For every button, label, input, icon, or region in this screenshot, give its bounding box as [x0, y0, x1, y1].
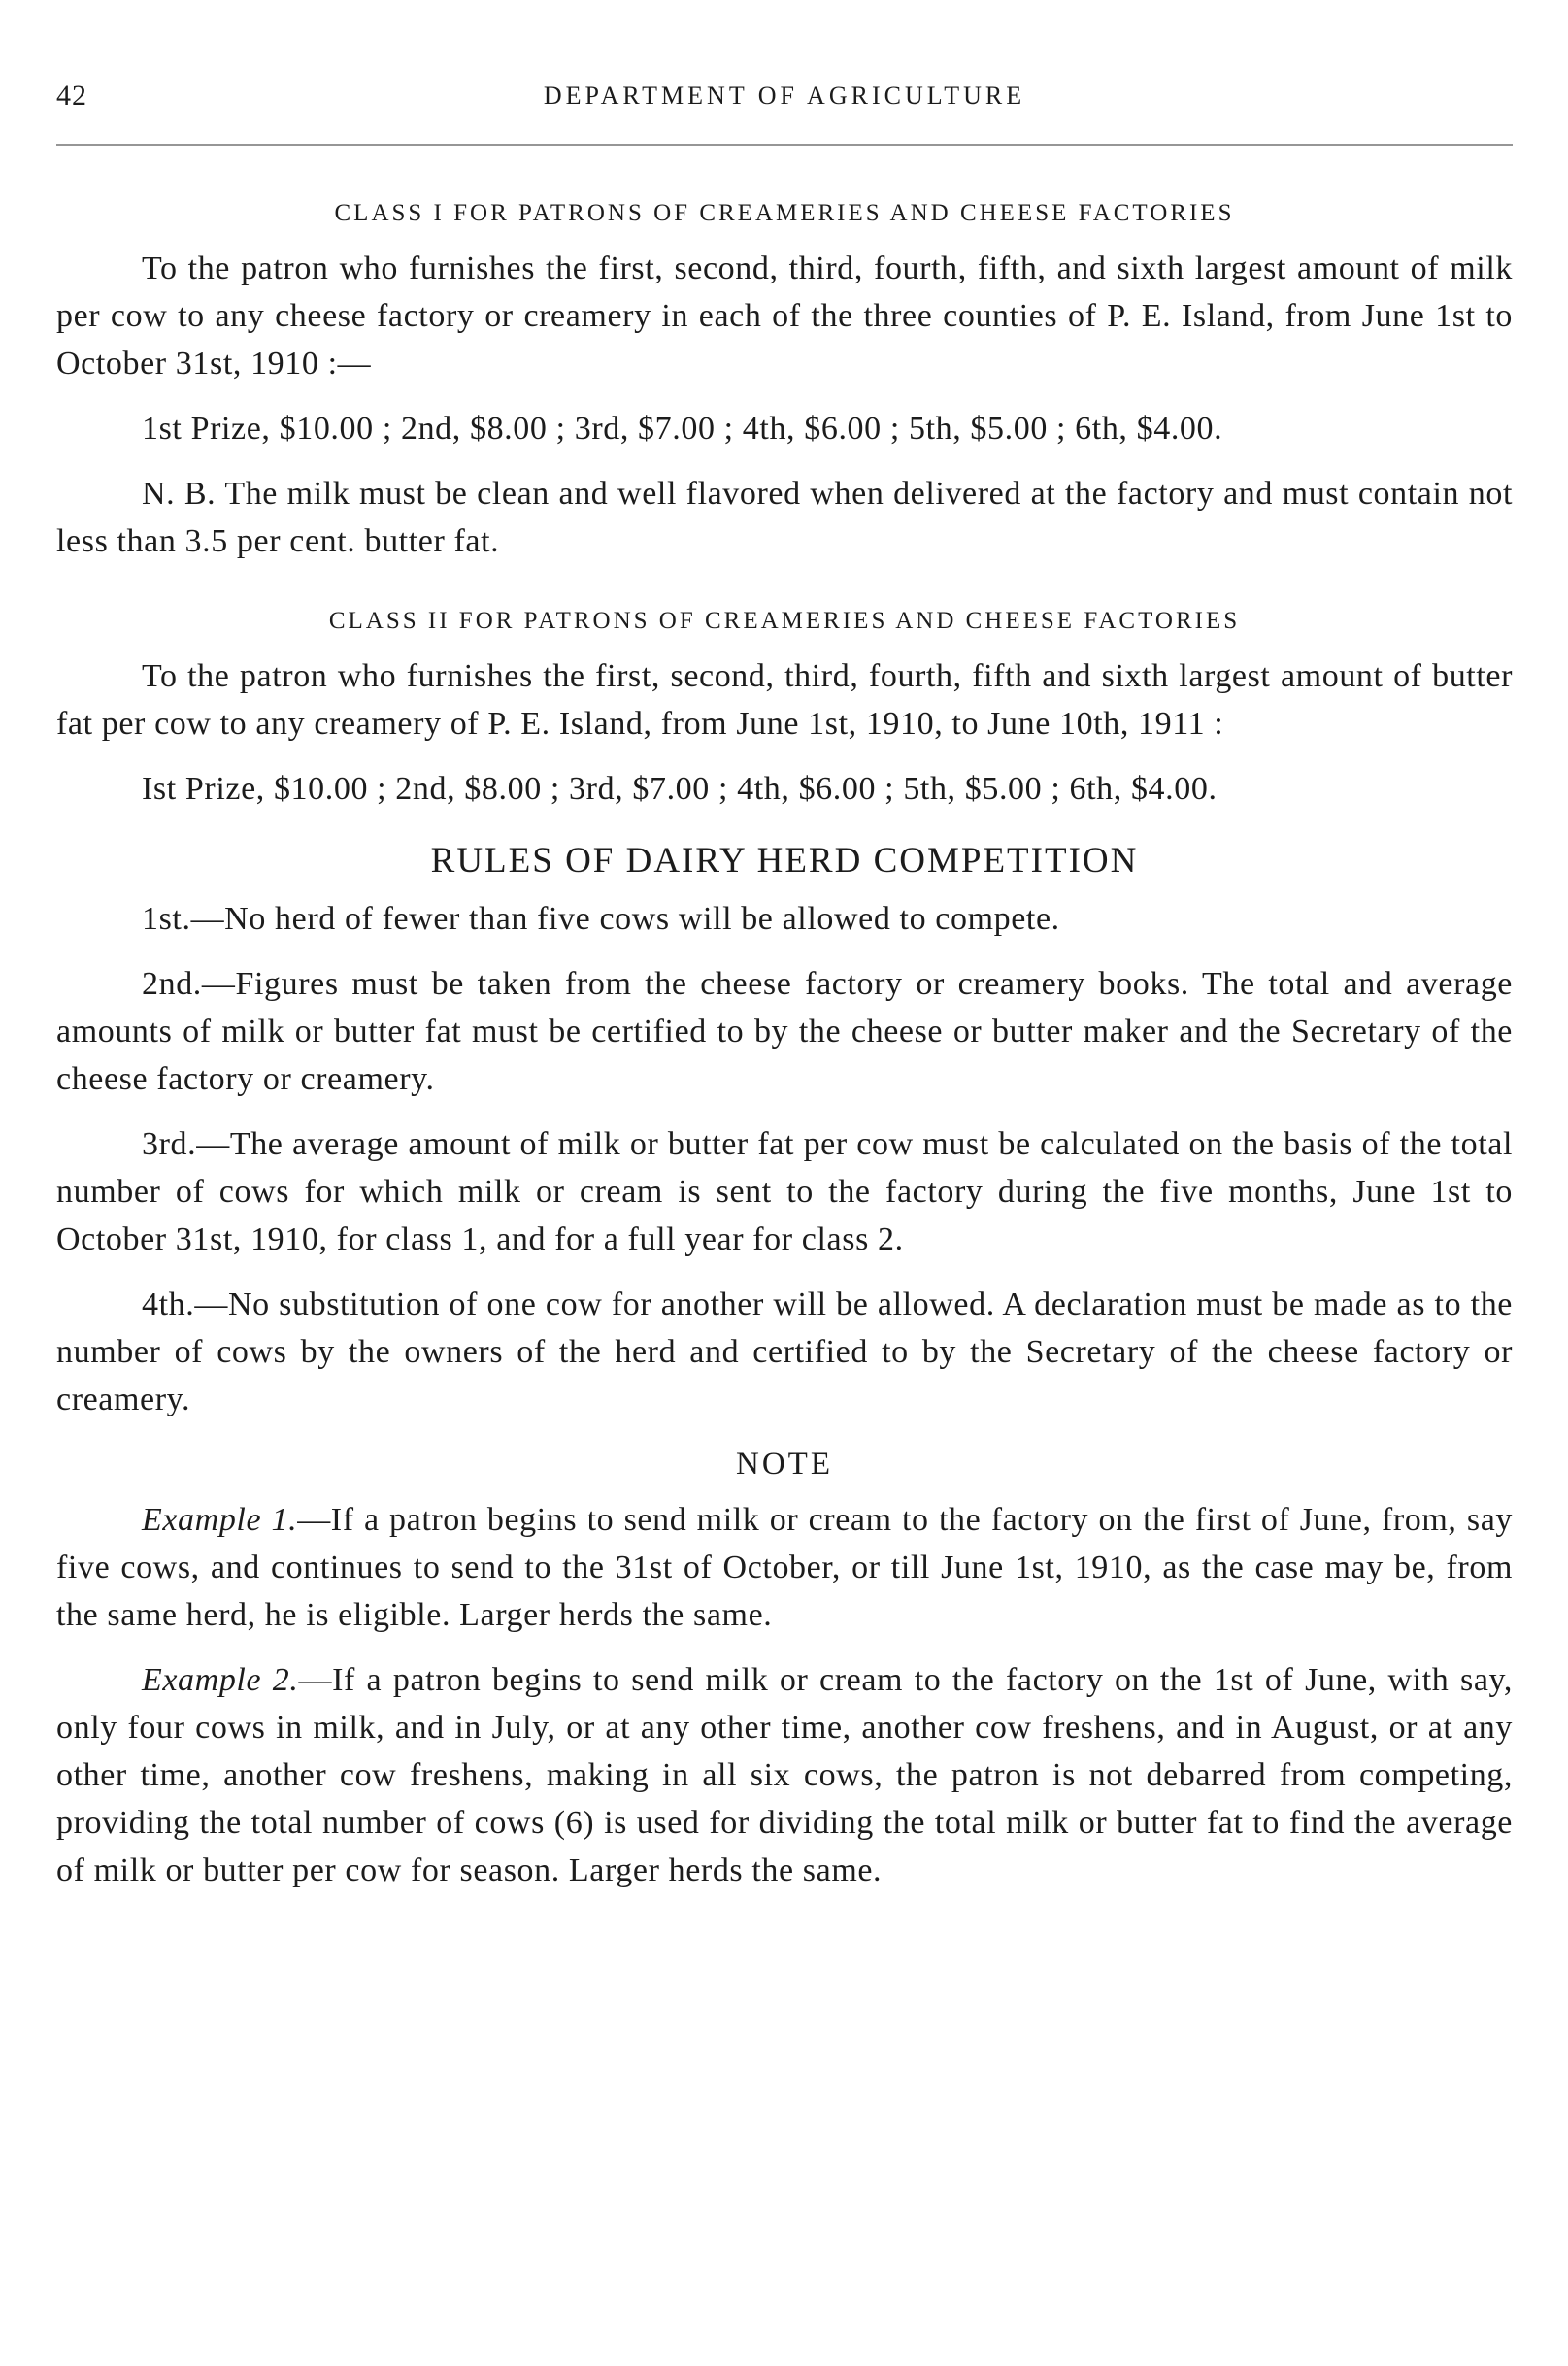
- rule-item: 2nd.—Figures must be taken from the cheese factory or creamery books. The total and average amounts of milk or butter fat must be certified to by the cheese or butter maker and the Secretary of the cheese factory or creamery.: [56, 966, 1513, 1097]
- class-one-section: [56, 200, 1513, 565]
- example-text: —If a patron begins to send milk or cream to the factory on the first of June, from, say five cows, and continues to send to the 31st of October, or till June 1st, 1910, as the case may be, from the same herd, he is eligible. Larger herds the same.: [56, 1502, 1513, 1633]
- class-one-note: N. B. The milk must be clean and well flavored when delivered at the factory and must contain not less than 3.5 per cent. butter fat.: [56, 476, 1513, 559]
- class-two-heading: CLASS II FOR PATRONS OF CREAMERIES AND CHEESE FACTORIES: [328, 608, 1241, 634]
- rule-item: 4th.—No substitution of one cow for another will be allowed. A declaration must be made as to the number of cows by the owners of the herd and certified to by the Secretary of the cheese factory or creamery.: [56, 1286, 1513, 1417]
- class-one-prizes: 1st Prize, $10.00 ; 2nd, $8.00 ; 3rd, $7.00 ; 4th, $6.00 ; 5th, $5.00 ; 6th, $4.00.: [142, 411, 1223, 447]
- running-title: DEPARTMENT OF AGRICULTURE: [543, 82, 1026, 110]
- running-head: [56, 58, 1513, 117]
- example-text: —If a patron begins to send milk or cream to the factory on the 1st of June, with say, only four cows in milk, and in July, or at any other time, another cow freshens, and in August, or at any other time, another cow freshens, making in all six cows, the patron is not debarred from competing, providing the total number of cows (6) is used for dividing the total milk or butter fat to find the average of milk or butter per cow for season. Larger herds the same.: [56, 1662, 1514, 1888]
- rules-section: [56, 840, 1513, 1423]
- example-label: Example 2.: [142, 1662, 299, 1698]
- example-label: Example 1.: [142, 1502, 298, 1538]
- rule-item: 3rd.—The average amount of milk or butter fat per cow must be calculated on the basis of the total number of cows for which milk or cream is sent to the factory during the five months, June 1st to October 31st, 1910, for class 1, and for a full year for class 2.: [56, 1126, 1513, 1257]
- page-number: 42: [56, 80, 87, 112]
- note-section: [56, 1447, 1513, 1894]
- class-two-body: To the patron who furnishes the first, second, third, fourth, fifth and sixth largest amount of butter fat per cow to any creamery of P. E. Island, from June 1st, 1910, to June 10th, 1911 :: [56, 658, 1513, 742]
- class-one-body: To the patron who furnishes the first, second, third, fourth, fifth, and sixth largest amount of milk per cow to any cheese factory or creamery in each of the three counties of P. E. Island, from June 1st to October 31st, 1910 :—: [56, 250, 1513, 382]
- class-two-prizes: Ist Prize, $10.00 ; 2nd, $8.00 ; 3rd, $7.00 ; 4th, $6.00 ; 5th, $5.00 ; 6th, $4.00.: [142, 771, 1218, 807]
- class-two-section: [56, 608, 1513, 813]
- note-title: NOTE: [736, 1447, 833, 1482]
- header-rule: [56, 144, 1513, 146]
- note-example: [56, 1656, 1513, 1894]
- rule-item: 1st.—No herd of fewer than five cows will be allowed to compete.: [142, 901, 1060, 937]
- document-page: [56, 58, 1513, 1894]
- note-example: [56, 1496, 1513, 1639]
- class-one-heading: CLASS I FOR PATRONS OF CREAMERIES AND CHEESE FACTORIES: [334, 200, 1235, 226]
- rules-title: RULES OF DAIRY HERD COMPETITION: [430, 841, 1139, 881]
